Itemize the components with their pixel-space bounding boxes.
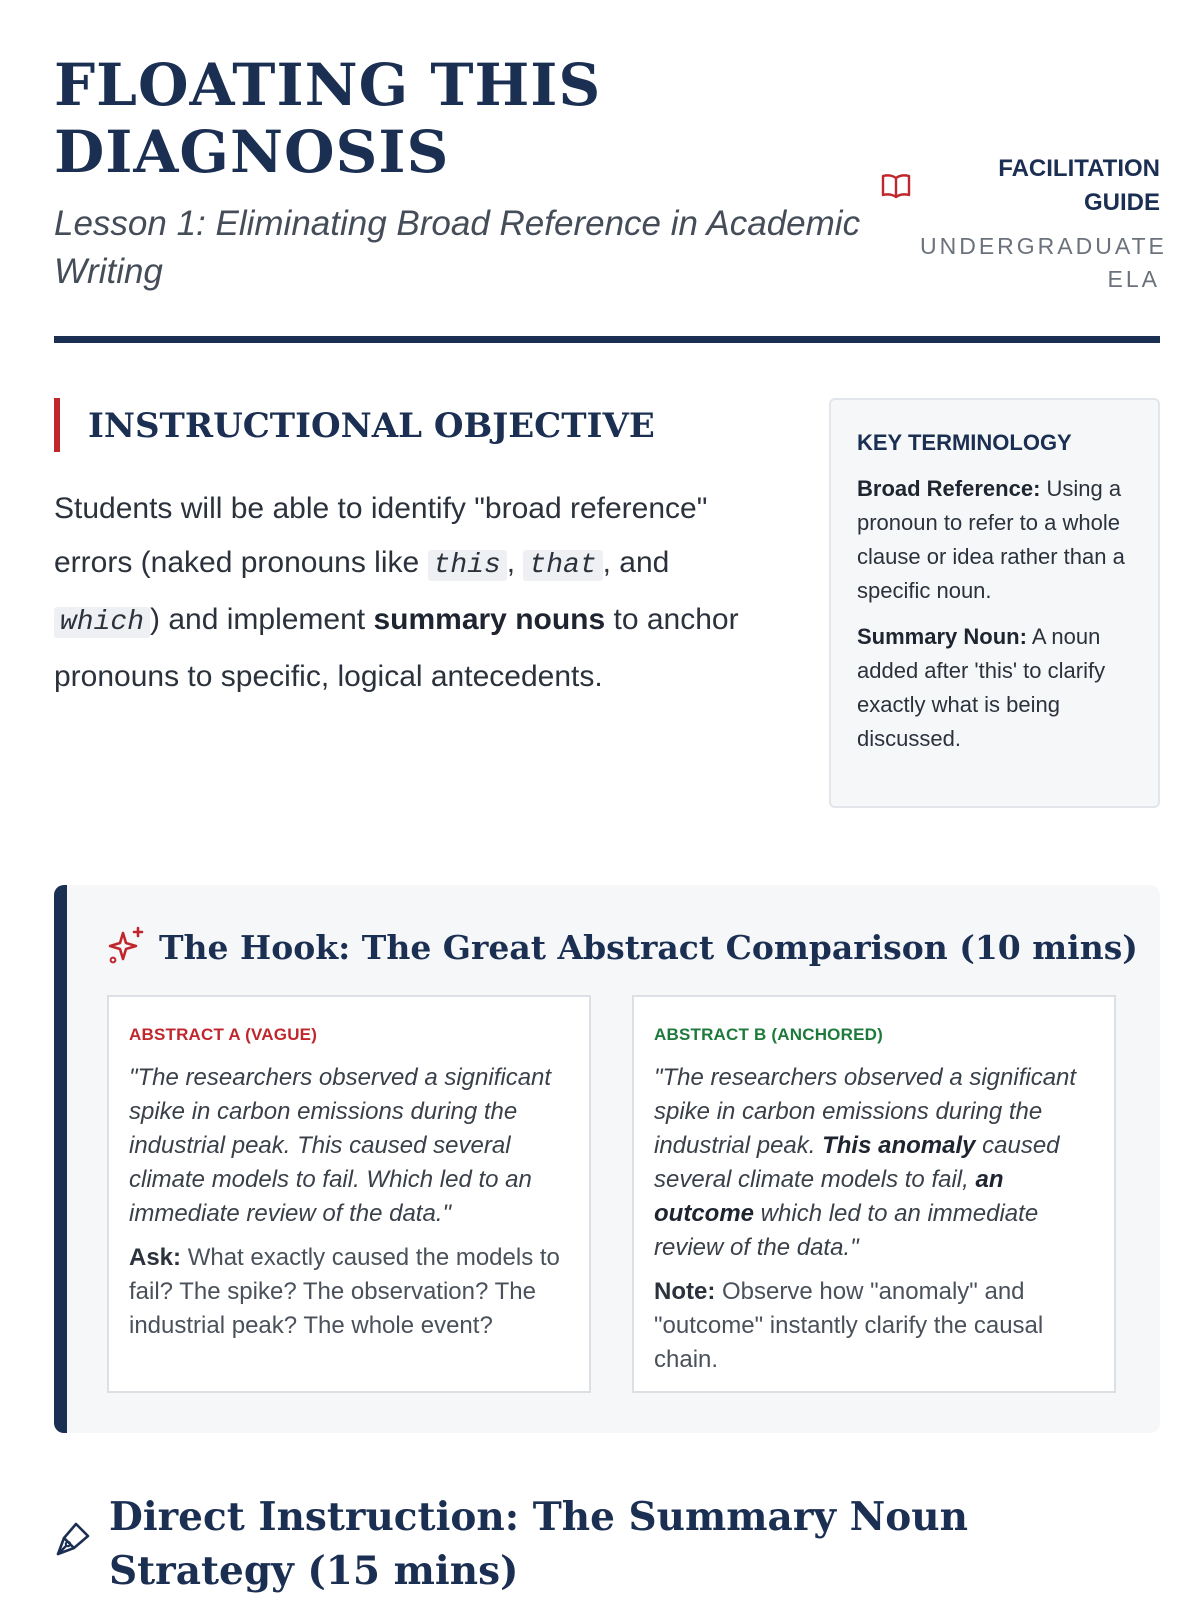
guide-title: FACILITATION GUIDE xyxy=(998,155,1160,216)
objective-text-part: Students will be able to identify "broad reference" errors (naked pronouns like xyxy=(54,492,708,579)
objective-heading xyxy=(54,398,774,454)
objective-text-part: ) and implement xyxy=(150,603,374,636)
note-label: Note: xyxy=(654,1278,716,1305)
sparkle-icon xyxy=(107,925,147,965)
term-entry xyxy=(857,472,1132,608)
summary-noun-highlight: This anomaly xyxy=(822,1132,976,1159)
term-name: Broad Reference: xyxy=(857,476,1041,501)
note-text: Observe how "anomaly" and "outcome" instantly clarify the causal chain. xyxy=(654,1278,1044,1373)
term-entry xyxy=(857,620,1132,756)
abstract-a-quote: "The researchers observed a significant spike in carbon emissions during the industrial peak. This caused several climate models to fail. Which led to an immediate review of the data." xyxy=(129,1064,552,1227)
abstract-a-card xyxy=(107,995,591,1393)
code-which: which xyxy=(54,607,150,638)
direct-instruction-heading: Direct Instruction: The Summary Noun Strategy (15 mins) xyxy=(109,1494,968,1594)
term-definition: A noun added after 'this' to clarify exactly what is being discussed. xyxy=(857,624,1106,751)
hook-heading xyxy=(107,923,1138,973)
hook-heading-text: The Hook: The Great Abstract Comparison (10 mins) xyxy=(159,928,1138,967)
objective-separator: , xyxy=(506,546,524,579)
guide-audience: UNDERGRADUATE ELA xyxy=(920,233,1167,292)
pen-nib-icon xyxy=(54,1520,92,1560)
objective-text xyxy=(54,482,774,704)
abstract-a-label: ABSTRACT A (VAGUE) xyxy=(129,1025,318,1044)
objective-text-part: to anchor pronouns to specific, logical antecedents. xyxy=(54,603,739,693)
code-that: that xyxy=(523,550,602,581)
abstract-b-label: ABSTRACT B (ANCHORED) xyxy=(654,1025,883,1044)
quote-part: "The researchers observed a significant spike in carbon emissions during the industrial peak. xyxy=(654,1064,1077,1159)
abstract-a-prompt xyxy=(129,1241,569,1343)
objective-heading-text: INSTRUCTIONAL OBJECTIVE xyxy=(88,406,655,446)
term-name: Summary Noun: xyxy=(857,624,1027,649)
objective-separator: , and xyxy=(602,546,670,579)
abstract-b-quote xyxy=(654,1061,1094,1265)
page-title: FLOATING THIS DIAGNOSIS xyxy=(54,51,602,186)
key-terminology-box xyxy=(829,398,1160,808)
quote-part: which led to an immediate review of the data." xyxy=(654,1200,1039,1261)
note-text: What exactly caused the models to fail? The spike? The observation? The industrial peak? The whole event? xyxy=(129,1244,560,1339)
hook-section xyxy=(54,885,1160,1433)
code-this: this xyxy=(428,550,507,581)
summary-noun-highlight: an outcome xyxy=(654,1166,1004,1227)
header-divider xyxy=(54,336,1160,343)
page-header xyxy=(54,0,1167,345)
abstract-b-note xyxy=(654,1275,1094,1377)
term-definition: Using a pronoun to refer to a whole clause or idea rather than a specific noun. xyxy=(857,476,1125,603)
lesson-subtitle: Lesson 1: Eliminating Broad Reference in Academic Writing xyxy=(54,204,861,291)
abstract-b-card xyxy=(632,995,1116,1393)
heading-accent-bar xyxy=(54,398,60,452)
terminology-heading: KEY TERMINOLOGY xyxy=(857,430,1072,455)
objective-bold-term: summary nouns xyxy=(373,603,606,636)
book-open-icon xyxy=(880,172,912,200)
objective-section xyxy=(54,398,774,704)
note-label: Ask: xyxy=(129,1244,182,1271)
quote-part: caused several climate models to fail, xyxy=(654,1132,1060,1193)
guide-badge xyxy=(880,152,1167,302)
lesson-page xyxy=(54,0,1167,1594)
